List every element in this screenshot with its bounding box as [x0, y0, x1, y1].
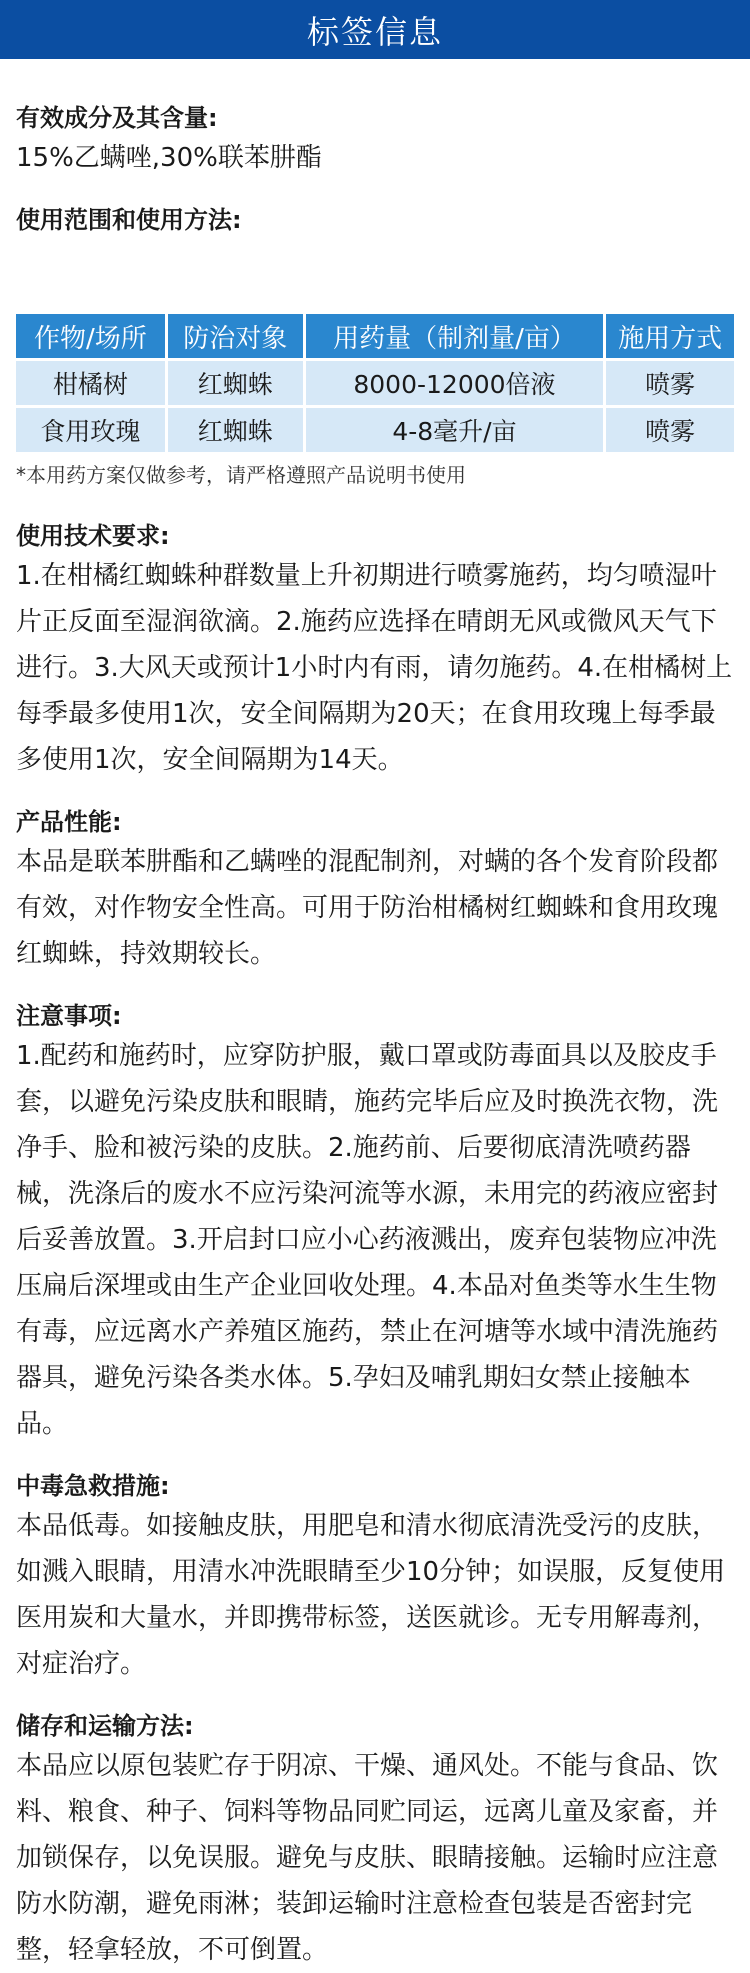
tech-body: 1.在柑橘红蜘蛛种群数量上升初期进行喷雾施药，均匀喷湿叶片正反面至湿润欲滴。2.施药应选择在晴朗无风或微风天气下进行。3.大风天或预计1小时内有雨，请勿施药。4.在柑橘树上每季最多使用1次，安全间隔期为20天；在食用玫瑰上每季最多使用1次，安全间隔期为14天。 [16, 561, 733, 775]
table-cell: 红蜘蛛 [168, 361, 303, 405]
column-header-method: 施用方式 [606, 314, 734, 358]
column-header-target: 防治对象 [168, 314, 303, 358]
performance-title: 产品性能: [16, 808, 122, 836]
dosage-note: *本用药方案仅做参考，请严格遵照产品说明书使用 [16, 463, 466, 487]
performance-body: 本品是联苯肼酯和乙螨唑的混配制剂，对螨的各个发育阶段都有效，对作物安全性高。可用于防治柑橘树红蜘蛛和食用玫瑰红蜘蛛，持效期较长。 [16, 847, 719, 969]
cautions-title: 注意事项: [16, 1002, 122, 1030]
dosage-table-header-row [16, 314, 734, 358]
header-title: 标签信息 [306, 12, 443, 51]
usage-title: 使用范围和使用方法: [16, 206, 242, 234]
dosage-table-wrap [16, 311, 734, 455]
column-header-dosage: 用药量（制剂量/亩） [306, 314, 604, 358]
table-cell: 喷雾 [606, 408, 734, 452]
first-aid-title: 中毒急救措施: [16, 1472, 170, 1500]
label-content [0, 101, 750, 1973]
tech-title: 使用技术要求: [16, 522, 170, 550]
column-header-crop: 作物/场所 [16, 314, 165, 358]
table-cell: 食用玫瑰 [16, 408, 165, 452]
ingredients-title: 有效成分及其含量: [16, 104, 218, 132]
table-cell: 4-8毫升/亩 [306, 408, 604, 452]
dosage-table [13, 311, 737, 455]
table-cell: 8000-12000倍液 [306, 361, 604, 405]
first-aid-body: 本品低毒。如接触皮肤，用肥皂和清水彻底清洗受污的皮肤，如溅入眼睛，用清水冲洗眼睛至少10分钟；如误服，反复使用医用炭和大量水，并即携带标签，送医就诊。无专用解毒剂，对症治疗。 [16, 1511, 726, 1679]
table-cell: 红蜘蛛 [168, 408, 303, 452]
table-cell: 柑橘树 [16, 361, 165, 405]
storage-body: 本品应以原包装贮存于阴凉、干燥、通风处。不能与食品、饮料、粮食、种子、饲料等物品同贮同运，远离儿童及家畜，并加锁保存，以免误服。避免与皮肤、眼睛接触。运输时应注意防水防潮，避免雨淋；装卸运输时注意检查包装是否密封完整，轻拿轻放，不可倒置。 [16, 1751, 719, 1965]
storage-title: 储存和运输方法: [16, 1712, 194, 1740]
label-info-header [0, 0, 750, 59]
table-cell: 喷雾 [606, 361, 734, 405]
table-row [16, 408, 734, 452]
ingredients-body: 15%乙螨唑,30%联苯肼酯 [16, 143, 322, 173]
table-row [16, 361, 734, 405]
cautions-body: 1.配药和施药时，应穿防护服，戴口罩或防毒面具以及胶皮手套，以避免污染皮肤和眼睛，施药完毕后应及时换洗衣物，洗净手、脸和被污染的皮肤。2.施药前、后要彻底清洗喷药器械，洗涤后的废水不应污染河流等水源，未用完的药液应密封后妥善放置。3.开启封口应小心药液溅出，废弃包装物应冲洗压扁后深埋或由生产企业回收处理。4.本品对鱼类等水生生物有毒，应远离水产养殖区施药，禁止在河塘等水域中清洗施药器具，避免污染各类水体。5.孕妇及哺乳期妇女禁止接触本品。 [16, 1041, 719, 1439]
